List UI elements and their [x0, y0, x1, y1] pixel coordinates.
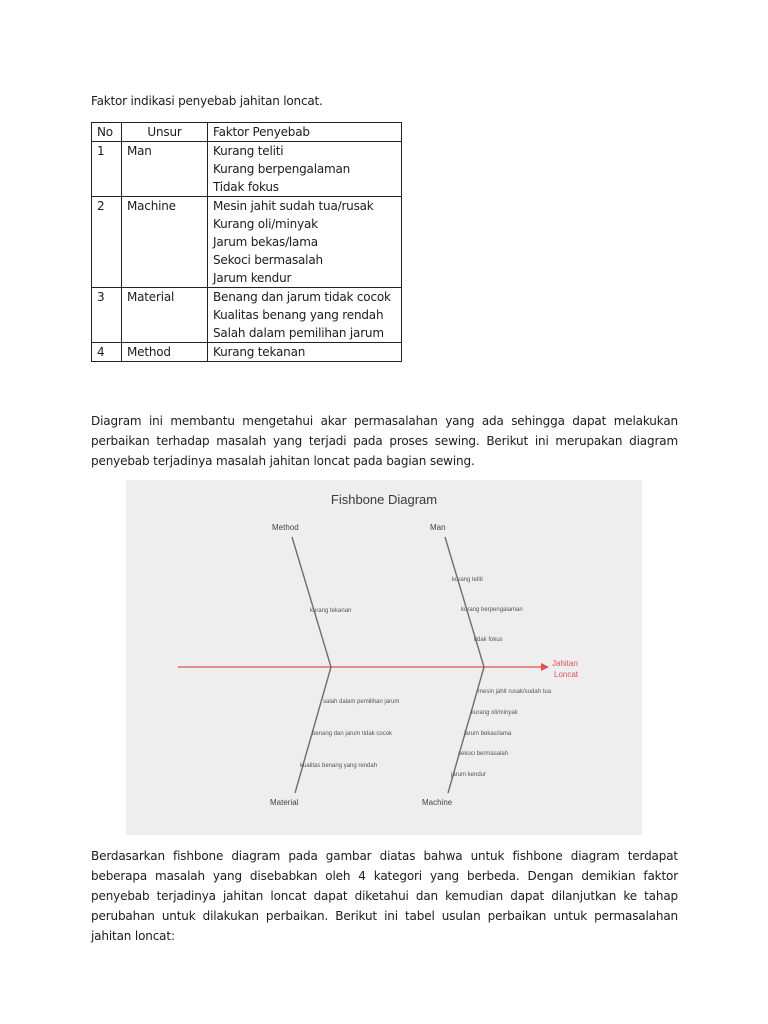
- row-unsur: Method: [122, 343, 208, 362]
- cause-item: Tidak fokus: [213, 180, 279, 194]
- effect-label-line1: Jahitan: [552, 659, 578, 668]
- cause-item: Kurang teliti: [213, 144, 284, 158]
- table-row: [92, 288, 402, 343]
- row-unsur: Material: [122, 288, 208, 343]
- intro-paragraph: Diagram ini membantu mengetahui akar permasalahan yang ada sehingga dapat melakukan perbaikan terhadap masalah yang terjadi pada proses sewing. Berikut ini merupakan diagram penyebab terjadinya masalah jahitan loncat pada bagian sewing.: [91, 414, 678, 468]
- cause-label: mesin jahit rusak/sudah tua: [478, 689, 552, 695]
- material-bone: [295, 667, 331, 793]
- cause-label: kurang berpengalaman: [461, 607, 523, 613]
- table-header-row: [92, 123, 402, 142]
- cause-item: Kualitas benang yang rendah: [213, 308, 384, 322]
- cause-item: Kurang tekanan: [213, 345, 306, 359]
- cause-item: Kurang oli/minyak: [213, 217, 318, 231]
- row-causes: [208, 343, 402, 362]
- category-man: Man: [430, 523, 446, 532]
- category-material: Material: [270, 798, 299, 807]
- cause-label: jarum kendur: [451, 772, 487, 778]
- cause-item: Salah dalam pemilihan jarum: [213, 326, 384, 340]
- cause-item: Sekoci bermasalah: [213, 253, 323, 267]
- diagram-title: Fishbone Diagram: [330, 492, 438, 507]
- cause-item: Jarum bekas/lama: [213, 235, 318, 249]
- row-causes: [208, 142, 402, 197]
- header-unsur: Unsur: [122, 123, 208, 142]
- table-row: [92, 142, 402, 197]
- effect-label-line2: Loncat: [554, 670, 579, 679]
- row-causes: [208, 197, 402, 288]
- cause-item: Mesin jahit sudah tua/rusak: [213, 199, 374, 213]
- cause-label: jarum bekas/lama: [464, 731, 512, 737]
- cause-item: Jarum kendur: [213, 271, 292, 285]
- conclusion-paragraph: Berdasarkan fishbone diagram pada gambar diatas bahwa untuk fishbone diagram terdapat beberapa masalah yang disebabkan oleh 4 kategori yang berbeda. Dengan demikian faktor penyebab terjadinya jahitan loncat dapat diketahui dan kemudian dapat dilanjutkan ke tahap perubahan untuk dilakukan perbaikan. Berikut ini tabel usulan perbaikan untuk permasalahan jahitan loncat:: [91, 849, 678, 943]
- method-bone: [292, 537, 331, 667]
- cause-label: tidak fokus: [474, 637, 503, 643]
- row-no: 1: [92, 142, 122, 197]
- cause-factor-table: [91, 122, 402, 362]
- cause-label: kurang teliti: [452, 577, 483, 583]
- row-no: 3: [92, 288, 122, 343]
- table-caption: Faktor indikasi penyebab jahitan loncat.: [91, 94, 323, 108]
- cause-item: Benang dan jarum tidak cocok: [213, 290, 391, 304]
- table-row: [92, 197, 402, 288]
- fishbone-svg: [126, 480, 642, 835]
- cause-label: salah dalam pemilihan jarum: [323, 699, 400, 705]
- man-bone: [445, 537, 484, 667]
- row-causes: [208, 288, 402, 343]
- row-unsur: Man: [122, 142, 208, 197]
- cause-label: sekoci bermasalah: [458, 751, 509, 757]
- header-no: No: [92, 123, 122, 142]
- row-no: 2: [92, 197, 122, 288]
- row-no: 4: [92, 343, 122, 362]
- table-row: [92, 343, 402, 362]
- category-method: Method: [272, 523, 299, 532]
- cause-label: kurang oli/minyak: [471, 710, 518, 716]
- cause-item: Kurang berpengalaman: [213, 162, 351, 176]
- header-faktor: Faktor Penyebab: [208, 123, 402, 142]
- cause-label: kualitas benang yang rendah: [300, 763, 378, 769]
- category-machine: Machine: [422, 798, 453, 807]
- row-unsur: Machine: [122, 197, 208, 288]
- fishbone-diagram: [126, 480, 642, 835]
- cause-label: kurang tekanan: [310, 608, 352, 614]
- cause-label: benang dan jarum tidak cocok: [312, 731, 393, 737]
